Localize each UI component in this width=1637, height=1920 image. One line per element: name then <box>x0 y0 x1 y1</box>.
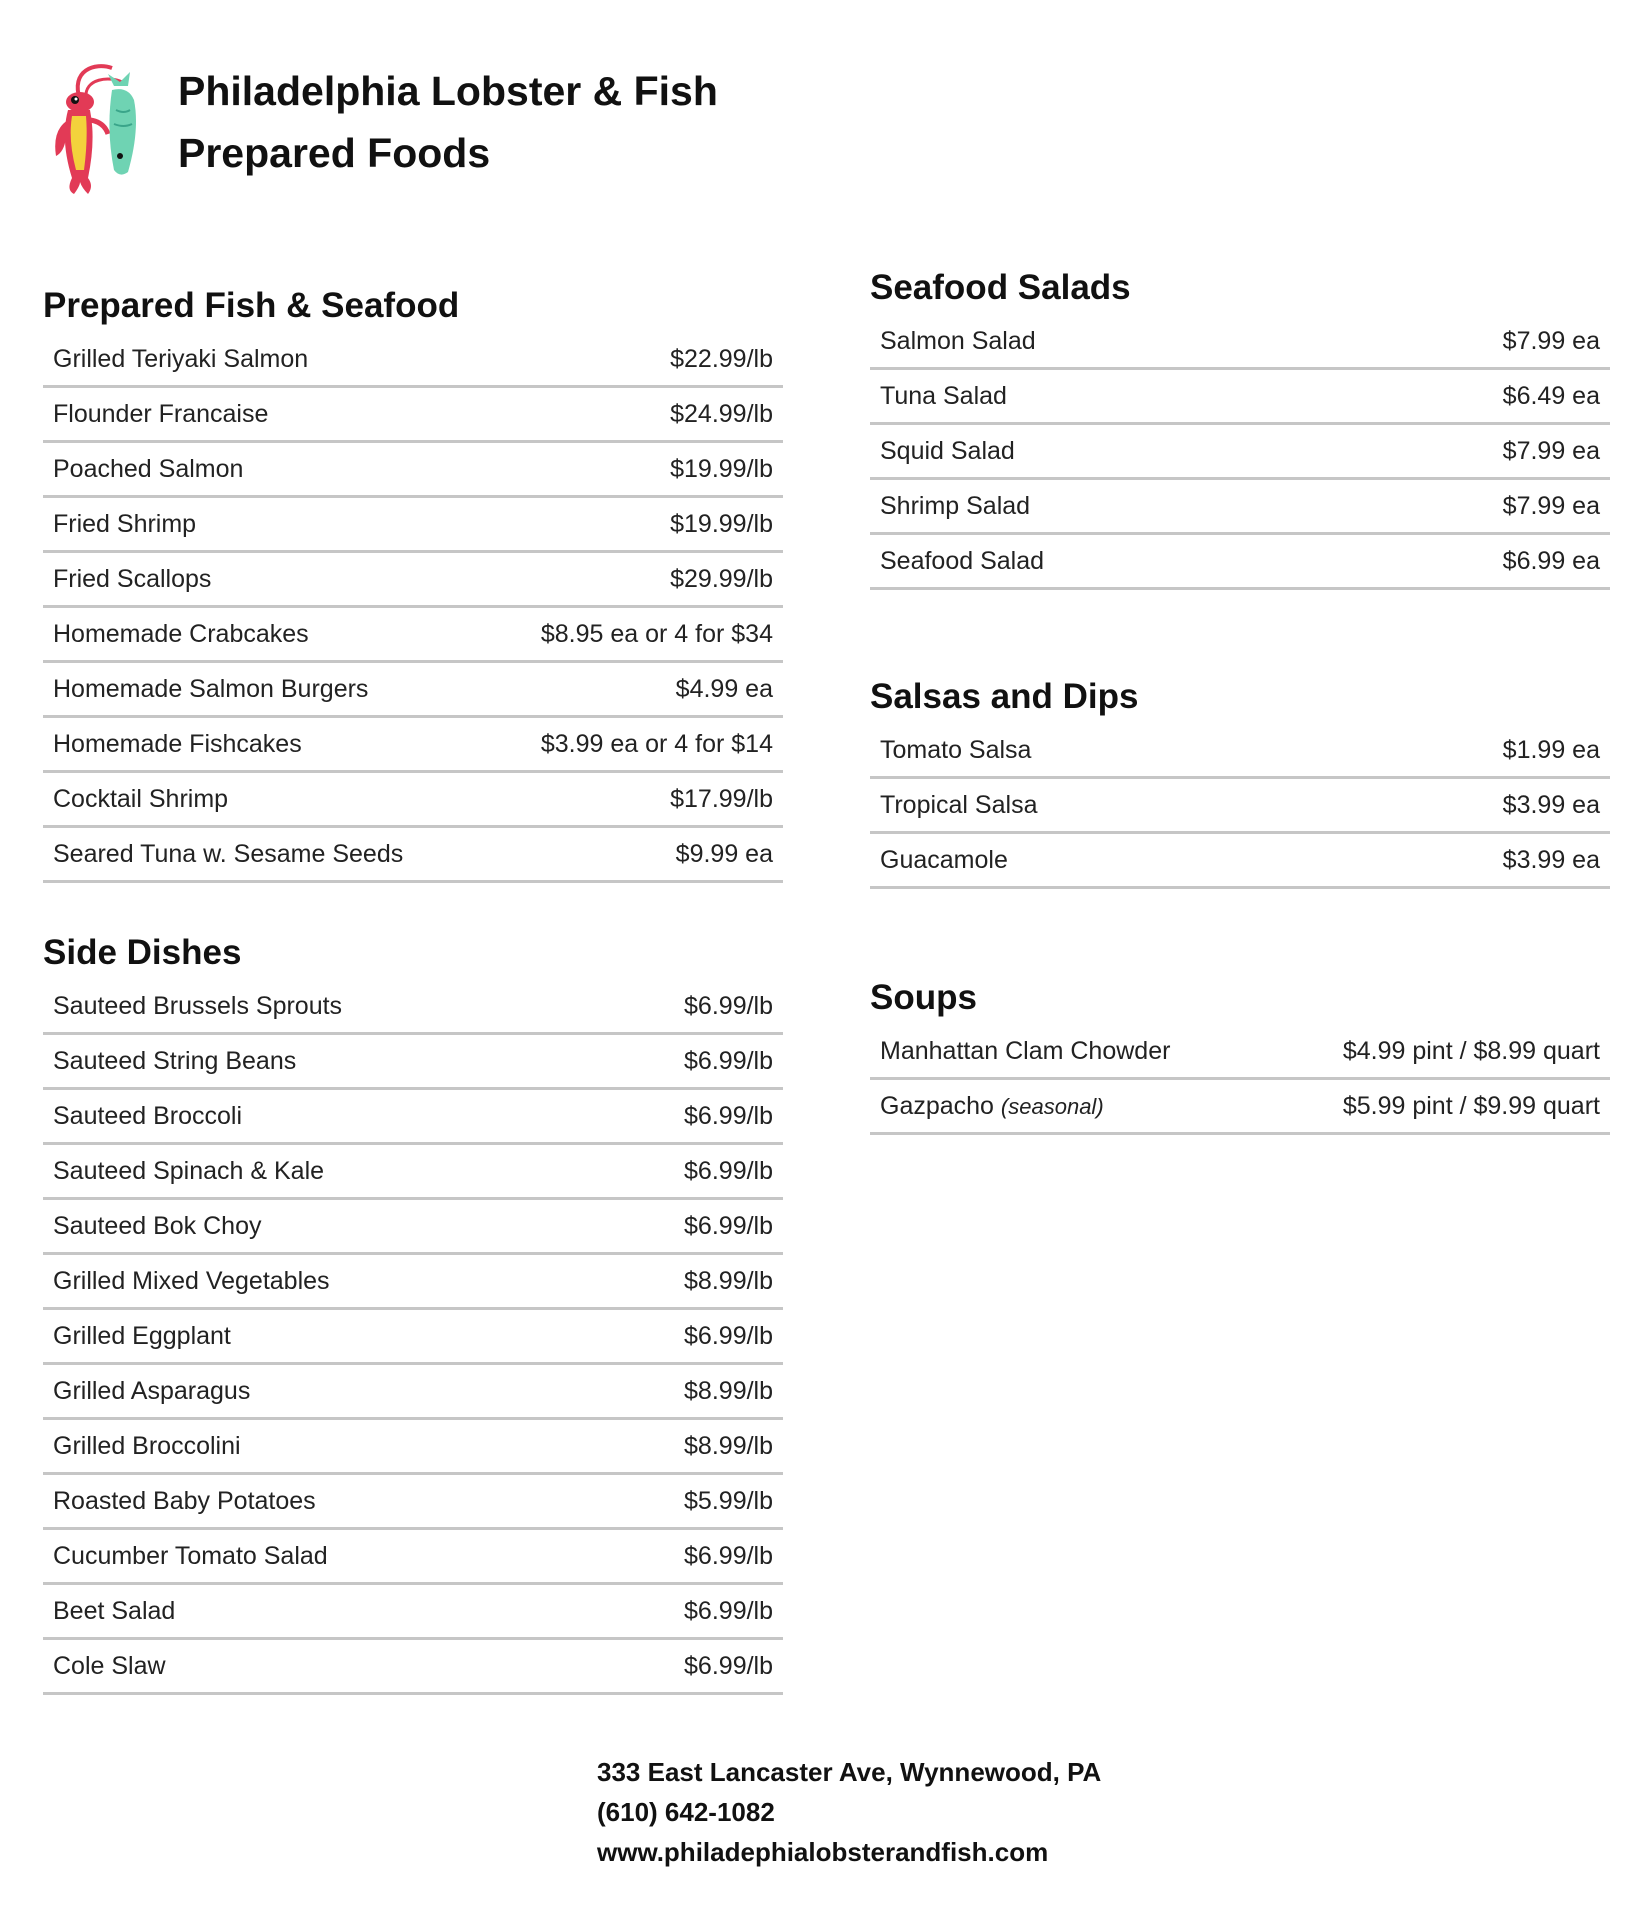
item-price: $6.49 ea <box>1502 381 1600 410</box>
item-name: Seafood Salad <box>880 546 1045 575</box>
item-price: $19.99/lb <box>670 509 773 538</box>
menu-item <box>870 1080 1610 1135</box>
item-name: Cole Slaw <box>53 1651 166 1680</box>
item-price: $6.99/lb <box>684 1541 773 1570</box>
menu-item <box>43 443 783 498</box>
menu-item <box>43 388 783 443</box>
item-name: Sauteed Bok Choy <box>53 1211 262 1240</box>
item-price: $9.99 ea <box>675 839 773 868</box>
item-name: Homemade Fishcakes <box>53 729 302 758</box>
menu-item <box>870 535 1610 590</box>
item-price: $8.95 ea or 4 for $34 <box>540 619 773 648</box>
section-seafood-salads <box>870 265 1610 590</box>
menu-item <box>43 663 783 718</box>
item-price: $5.99/lb <box>684 1486 773 1515</box>
section-title: Salsas and Dips <box>870 677 1139 716</box>
item-name: Grilled Broccolini <box>53 1431 241 1460</box>
item-name: Tuna Salad <box>880 381 1007 410</box>
item-name: Roasted Baby Potatoes <box>53 1486 316 1515</box>
item-price: $6.99/lb <box>684 991 773 1020</box>
item-price: $8.99/lb <box>684 1376 773 1405</box>
item-price: $1.99 ea <box>1502 735 1600 764</box>
section-salsas-and-dips <box>870 674 1610 889</box>
item-name: Manhattan Clam Chowder <box>880 1036 1171 1065</box>
item-price: $19.99/lb <box>670 454 773 483</box>
menu-item <box>43 1365 783 1420</box>
section-soups <box>870 975 1610 1135</box>
page-header <box>50 60 850 200</box>
menu-item <box>870 370 1610 425</box>
item-name: Homemade Crabcakes <box>53 619 309 648</box>
menu-item <box>43 1475 783 1530</box>
menu-item <box>43 1200 783 1255</box>
item-name: Grilled Asparagus <box>53 1376 251 1405</box>
item-name: Cucumber Tomato Salad <box>53 1541 328 1570</box>
item-name: Guacamole <box>880 845 1008 874</box>
section-title: Prepared Fish & Seafood <box>43 286 460 325</box>
item-name: Grilled Mixed Vegetables <box>53 1266 330 1295</box>
menu-item <box>43 1255 783 1310</box>
item-price: $3.99 ea <box>1502 845 1600 874</box>
item-name: Sauteed Broccoli <box>53 1101 243 1130</box>
item-price: $4.99 pint / $8.99 quart <box>1342 1036 1600 1065</box>
item-price: $7.99 ea <box>1502 436 1600 465</box>
lobster-and-fish-logo-icon <box>50 60 150 195</box>
item-name: Salmon Salad <box>880 326 1036 355</box>
menu-item <box>43 980 783 1035</box>
item-price: $6.99/lb <box>684 1321 773 1350</box>
item-price: $6.99 ea <box>1502 546 1600 575</box>
item-price: $17.99/lb <box>670 784 773 813</box>
item-name: Grilled Eggplant <box>53 1321 231 1350</box>
item-name: Cocktail Shrimp <box>53 784 229 813</box>
item-name: Fried Scallops <box>53 564 212 593</box>
menu-item <box>43 1420 783 1475</box>
section-title: Side Dishes <box>43 933 242 972</box>
menu-item <box>870 315 1610 370</box>
menu-item <box>870 834 1610 889</box>
item-name: Poached Salmon <box>53 454 244 483</box>
item-name: Gazpacho <box>880 1091 994 1120</box>
menu-item <box>43 1035 783 1090</box>
item-price: $3.99 ea or 4 for $14 <box>540 729 773 758</box>
menu-item <box>43 553 783 608</box>
item-note: (seasonal) <box>1000 1093 1104 1119</box>
phone: (610) 642-1082 <box>597 1797 775 1827</box>
item-price: $6.99/lb <box>684 1651 773 1680</box>
page-subtitle: Prepared Foods <box>178 130 491 176</box>
item-name: Tomato Salsa <box>880 735 1032 764</box>
item-name: Fried Shrimp <box>53 509 197 538</box>
item-name: Sauteed String Beans <box>53 1046 297 1075</box>
item-price: $6.99/lb <box>684 1101 773 1130</box>
item-name: Homemade Salmon Burgers <box>53 674 369 703</box>
menu-item <box>870 779 1610 834</box>
menu-item <box>870 1025 1610 1080</box>
item-name: Tropical Salsa <box>880 790 1038 819</box>
menu-item <box>870 425 1610 480</box>
item-price: $6.99/lb <box>684 1211 773 1240</box>
item-price: $8.99/lb <box>684 1266 773 1295</box>
menu-item <box>43 718 783 773</box>
item-price: $29.99/lb <box>670 564 773 593</box>
section-side-dishes <box>43 930 783 1695</box>
item-price: $3.99 ea <box>1502 790 1600 819</box>
item-price: $6.99/lb <box>684 1156 773 1185</box>
item-price: $7.99 ea <box>1502 326 1600 355</box>
item-name: Seared Tuna w. Sesame Seeds <box>53 839 404 868</box>
item-price: $6.99/lb <box>684 1596 773 1625</box>
menu-item <box>43 1530 783 1585</box>
menu-item <box>43 498 783 553</box>
section-prepared-fish-seafood <box>43 283 783 883</box>
item-name: Squid Salad <box>880 436 1015 465</box>
menu-item <box>870 724 1610 779</box>
website-link[interactable]: www.philadephialobsterandfish.com <box>597 1837 1049 1867</box>
item-name: Grilled Teriyaki Salmon <box>53 344 309 373</box>
item-price: $8.99/lb <box>684 1431 773 1460</box>
page-title: Philadelphia Lobster & Fish <box>178 68 718 114</box>
item-price: $4.99 ea <box>675 674 773 703</box>
menu-item <box>43 608 783 663</box>
menu-item <box>43 1090 783 1145</box>
section-title: Seafood Salads <box>870 268 1131 307</box>
item-price: $5.99 pint / $9.99 quart <box>1342 1091 1600 1120</box>
item-price: $22.99/lb <box>670 344 773 373</box>
menu-item <box>43 1145 783 1200</box>
menu-item <box>43 1310 783 1365</box>
menu-item <box>43 828 783 883</box>
address: 333 East Lancaster Ave, Wynnewood, PA <box>597 1757 1102 1787</box>
item-name: Beet Salad <box>53 1596 176 1625</box>
item-price: $24.99/lb <box>670 399 773 428</box>
menu-item <box>43 333 783 388</box>
item-price: $6.99/lb <box>684 1046 773 1075</box>
menu-item <box>43 1640 783 1695</box>
item-name: Shrimp Salad <box>880 491 1031 520</box>
item-price: $7.99 ea <box>1502 491 1600 520</box>
menu-item <box>43 773 783 828</box>
section-title: Soups <box>870 978 977 1017</box>
item-name: Flounder Francaise <box>53 399 269 428</box>
item-name: Sauteed Brussels Sprouts <box>53 991 343 1020</box>
menu-item <box>43 1585 783 1640</box>
contact-info <box>597 1752 1101 1872</box>
menu-item <box>870 480 1610 535</box>
item-name: Sauteed Spinach & Kale <box>53 1156 325 1185</box>
